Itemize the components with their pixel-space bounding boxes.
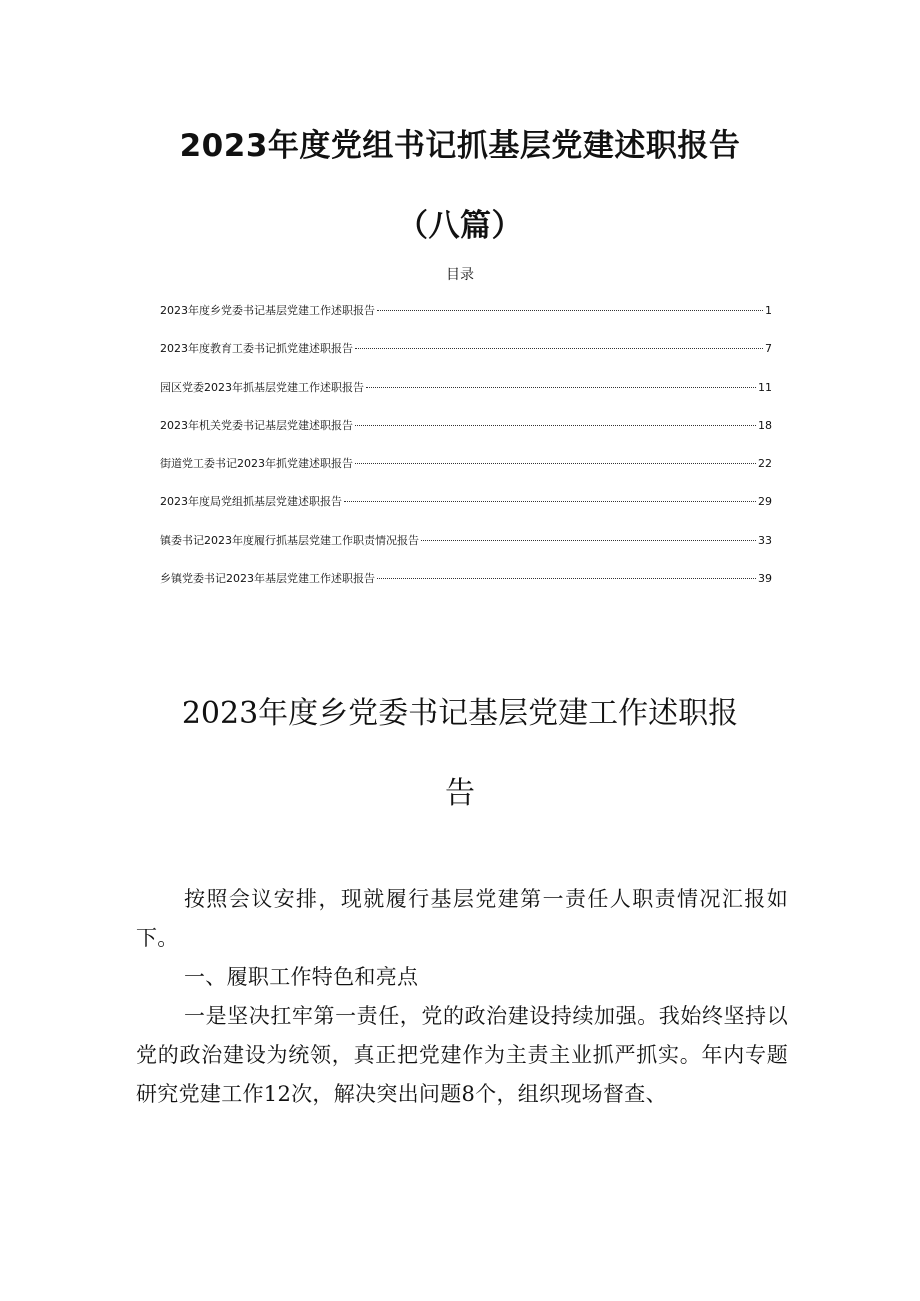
document-title: 2023年度党组书记抓基层党建述职报告 — [179, 128, 741, 164]
toc-entry[interactable] — [160, 340, 772, 378]
toc-leader-dots — [377, 578, 756, 579]
toc-entry-page: 29 — [758, 495, 772, 509]
toc-entry-page: 18 — [758, 418, 772, 432]
toc-entry-page: 33 — [758, 533, 772, 547]
section-title: 2023年度乡党委书记基层党建工作述职报 — [181, 696, 739, 731]
toc-entry-page: 22 — [758, 457, 772, 471]
toc-entry[interactable] — [160, 417, 772, 455]
body-paragraph: 按照会议安排，现就履行基层党建第一责任人职责情况汇报如下。 — [136, 887, 788, 950]
toc-entry[interactable] — [160, 379, 772, 417]
toc-leader-dots — [355, 463, 756, 464]
body-paragraph: 一是坚决扛牢第一责任，党的政治建设持续加强。我始终坚持以党的政治建设为统领，真正把党建作为主责主业抓严抓实。年内专题研究党建工作12次，解决突出问题8个，组织现场督查、 — [136, 1004, 788, 1106]
toc-entry-title: 2023年度乡党委书记基层党建工作述职报告 — [160, 304, 375, 317]
toc-leader-dots — [355, 425, 756, 426]
toc-entry-title: 2023年机关党委书记基层党建述职报告 — [160, 418, 353, 432]
toc-heading: 目录 — [446, 267, 474, 283]
toc-entry-page: 7 — [765, 342, 772, 356]
toc-leader-dots — [355, 348, 763, 349]
toc-entry-page: 11 — [758, 380, 772, 394]
toc-leader-dots — [377, 310, 763, 311]
table-of-contents — [160, 302, 772, 608]
toc-entry-title: 乡镇党委书记2023年基层党建工作述职报告 — [160, 572, 375, 586]
toc-entry-page: 1 — [765, 304, 772, 317]
toc-entry-title: 街道党工委书记2023年抓党建述职报告 — [160, 457, 353, 471]
toc-leader-dots — [344, 501, 756, 502]
toc-entry[interactable] — [160, 493, 772, 531]
toc-entry-title: 镇委书记2023年度履行抓基层党建工作职责情况报告 — [160, 533, 419, 547]
toc-entry-page: 39 — [758, 572, 772, 586]
toc-entry[interactable] — [160, 302, 772, 340]
toc-entry-title: 园区党委2023年抓基层党建工作述职报告 — [160, 380, 364, 394]
toc-entry[interactable] — [160, 532, 772, 570]
toc-leader-dots — [421, 540, 756, 541]
toc-entry-title: 2023年度教育工委书记抓党建述职报告 — [160, 342, 353, 356]
toc-entry[interactable] — [160, 455, 772, 493]
toc-leader-dots — [366, 387, 756, 388]
toc-entry-title: 2023年度局党组抓基层党建述职报告 — [160, 495, 342, 509]
document-subtitle: （八篇） — [397, 208, 523, 244]
section-heading: 一、履职工作特色和亮点 — [184, 965, 419, 989]
toc-entry[interactable] — [160, 570, 772, 608]
section-title-continued: 告 — [445, 776, 475, 811]
